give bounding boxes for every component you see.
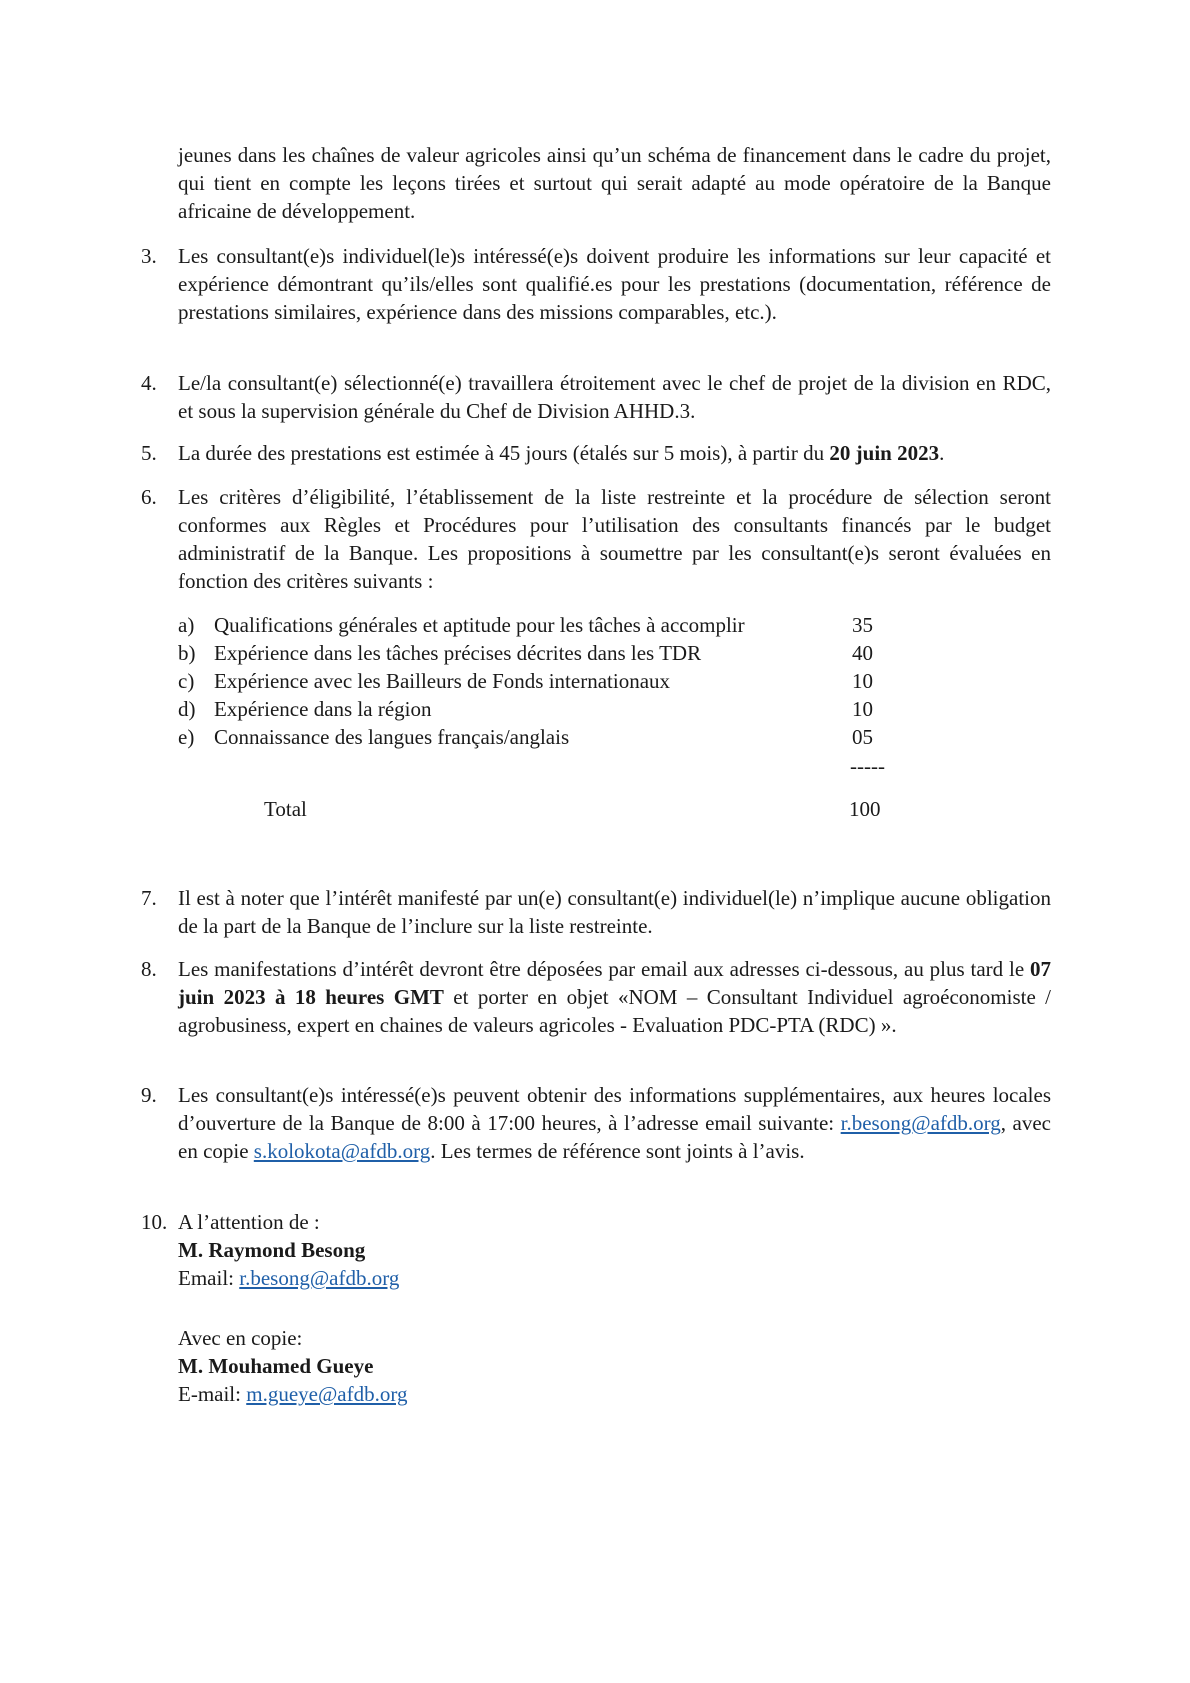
item-5-start-date: 20 juin 2023 [829,441,940,465]
item-6-text: Les critères d’éligibilité, l’établissement de la liste restreinte et la procédure de sélection seront conformes aux Règles et Procédures pour l’utilisation des consultants financés par le budget administratif de la Banque. Les propositions à soumettre par les consultant(e)s seront évaluées en fonction des critères suivants : [178,485,1051,593]
criteria-label: Expérience avec les Bailleurs de Fonds internationaux [214,669,671,693]
copy-label: Avec en copie: [178,1326,303,1350]
criteria-row [178,667,898,695]
intro-continuation: jeunes dans les chaînes de valeur agricoles ainsi qu’un schéma de financement dans le cadre du projet, qui tient en compte les leçons tirées et surtout qui serait adapté au mode opératoire de la Banque africaine de développement. [178,143,1051,223]
total-value: 100 [849,797,881,821]
criteria-score: 40 [852,641,873,665]
contact-1-name: M. Raymond Besong [178,1238,366,1262]
item-8-text: Les manifestations d’intérêt devront être déposées par email aux adresses ci-dessous, au plus tard le 07 juin 2023 à 18 heures GMT et porter en objet «NOM – Consultant Individuel agroéconomiste / agrobusiness, expert en chaines de valeurs agricoles - Evaluation PDC-PTA (RDC) ». [178,957,1051,1037]
item-9-number: 9. [141,1083,157,1107]
criteria-score: 05 [852,725,873,749]
criteria-letter: d) [178,697,196,721]
item-7-text: Il est à noter que l’intérêt manifesté par un(e) consultant(e) individuel(le) n’implique aucune obligation de la part de la Banque de l’inclure sur la liste restreinte. [178,886,1051,938]
criteria-separator: ----- [850,754,885,778]
item-10-number: 10. [141,1210,168,1234]
contact-1-email-line: Email: r.besong@afdb.org [178,1266,400,1290]
item-3-text: Les consultant(e)s individuel(le)s intéressé(e)s doivent produire les informations sur leur capacité et expérience démontrant qu’ils/elles sont qualifié.es pour les prestations (documentation, référence de prestations similaires, expérience dans des missions comparables, etc.). [178,244,1051,324]
criteria-label: Connaissance des langues français/anglais [214,725,570,749]
contact-2-name: M. Mouhamed Gueye [178,1354,374,1378]
email-link-kolokota[interactable]: s.kolokota@afdb.org [253,1139,431,1163]
item-4-text: Le/la consultant(e) sélectionné(e) travaillera étroitement avec le chef de projet de la division en RDC, et sous la supervision générale du Chef de Division AHHD.3. [178,371,1051,423]
item-8-number: 8. [141,957,157,981]
criteria-score: 10 [852,697,873,721]
item-9-text: Les consultant(e)s intéressé(e)s peuvent obtenir des informations supplémentaires, aux heures locales d’ouverture de la Banque de 8:00 à 17:00 heures, à l’adresse email suivante: r.besong@afdb.org, avec en copie s.kolokota@afdb.org. Les termes de référence sont joints à l’avis. [178,1083,1052,1163]
attention-label: A l’attention de : [178,1210,320,1234]
criteria-label: Expérience dans la région [214,697,432,721]
criteria-row [178,695,898,723]
item-5-text: La durée des prestations est estimée à 45 jours (étalés sur 5 mois), à partir du 20 juin 2023. [178,441,945,465]
criteria-letter: b) [178,641,196,665]
item-7-number: 7. [141,886,157,910]
item-3-number: 3. [141,244,157,268]
criteria-letter: c) [178,669,195,693]
criteria-row [178,723,898,751]
item-6-number: 6. [141,485,157,509]
item-5-number: 5. [141,441,157,465]
criteria-row [178,639,898,667]
criteria-score: 35 [852,613,873,637]
criteria-letter: e) [178,725,195,749]
email-link-besong[interactable]: r.besong@afdb.org [840,1111,1001,1135]
criteria-label: Expérience dans les tâches précises décrites dans les TDR [214,641,702,665]
criteria-score: 10 [852,669,873,693]
item-8-deadline: 07 juin 2023 à 18 heures GMT [178,957,1051,1009]
total-label: Total [264,797,307,821]
criteria-label: Qualifications générales et aptitude pour les tâches à accomplir [214,613,745,637]
criteria-row [178,611,898,639]
email-link-contact-2[interactable]: m.gueye@afdb.org [246,1382,408,1406]
item-4-number: 4. [141,371,157,395]
criteria-letter: a) [178,613,195,637]
contact-2-email-line: E-mail: m.gueye@afdb.org [178,1382,408,1406]
email-link-contact-1[interactable]: r.besong@afdb.org [239,1266,400,1290]
